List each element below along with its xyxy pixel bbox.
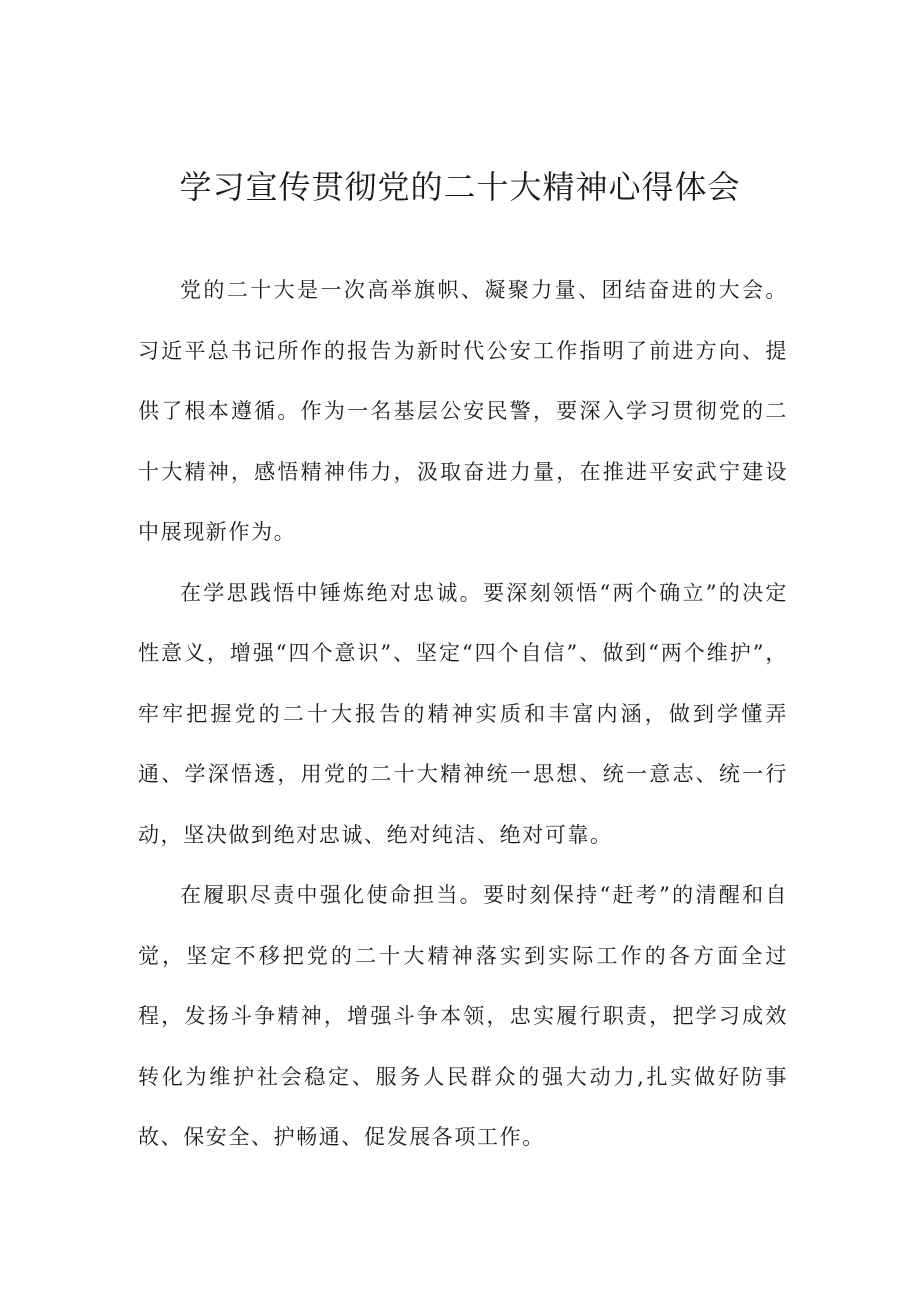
paragraph-1: 党的二十大是一次高举旗帜、凝聚力量、团结奋进的大会。习近平总书记所作的报告为新时代公安工作指明了前进方向、提供了根本遵循。作为一名基层公安民警，要深入学习贯彻党的二十大精神，感悟精神伟力，汲取奋进力量，在推进平安武宁建设中展现新作为。 <box>138 278 788 544</box>
document-title: 学习宣传贯彻党的二十大精神心得体会 <box>179 168 741 206</box>
paragraph-3: 在履职尽责中强化使命担当。要时刻保持“赶考”的清醒和自觉，坚定不移把党的二十大精神落实到实际工作的各方面全过程，发扬斗争精神，增强斗争本领，忠实履行职责，把学习成效转化为维护社会稳定、服务人民群众的强大动力,扎实做好防事故、保安全、护畅通、促发展各项工作。 <box>138 883 788 1149</box>
paragraph-2: 在学思践悟中锤炼绝对忠诚。要深刻领悟“两个确立”的决定性意义，增强“四个意识”、坚定“四个自信”、做到“两个维护”，牢牢把握党的二十大报告的精神实质和丰富内涵，做到学懂弄通、学深悟透，用党的二十大精神统一思想、统一意志、统一行动，坚决做到绝对忠诚、绝对纯洁、绝对可靠。 <box>138 580 788 847</box>
document-body <box>138 260 788 1168</box>
